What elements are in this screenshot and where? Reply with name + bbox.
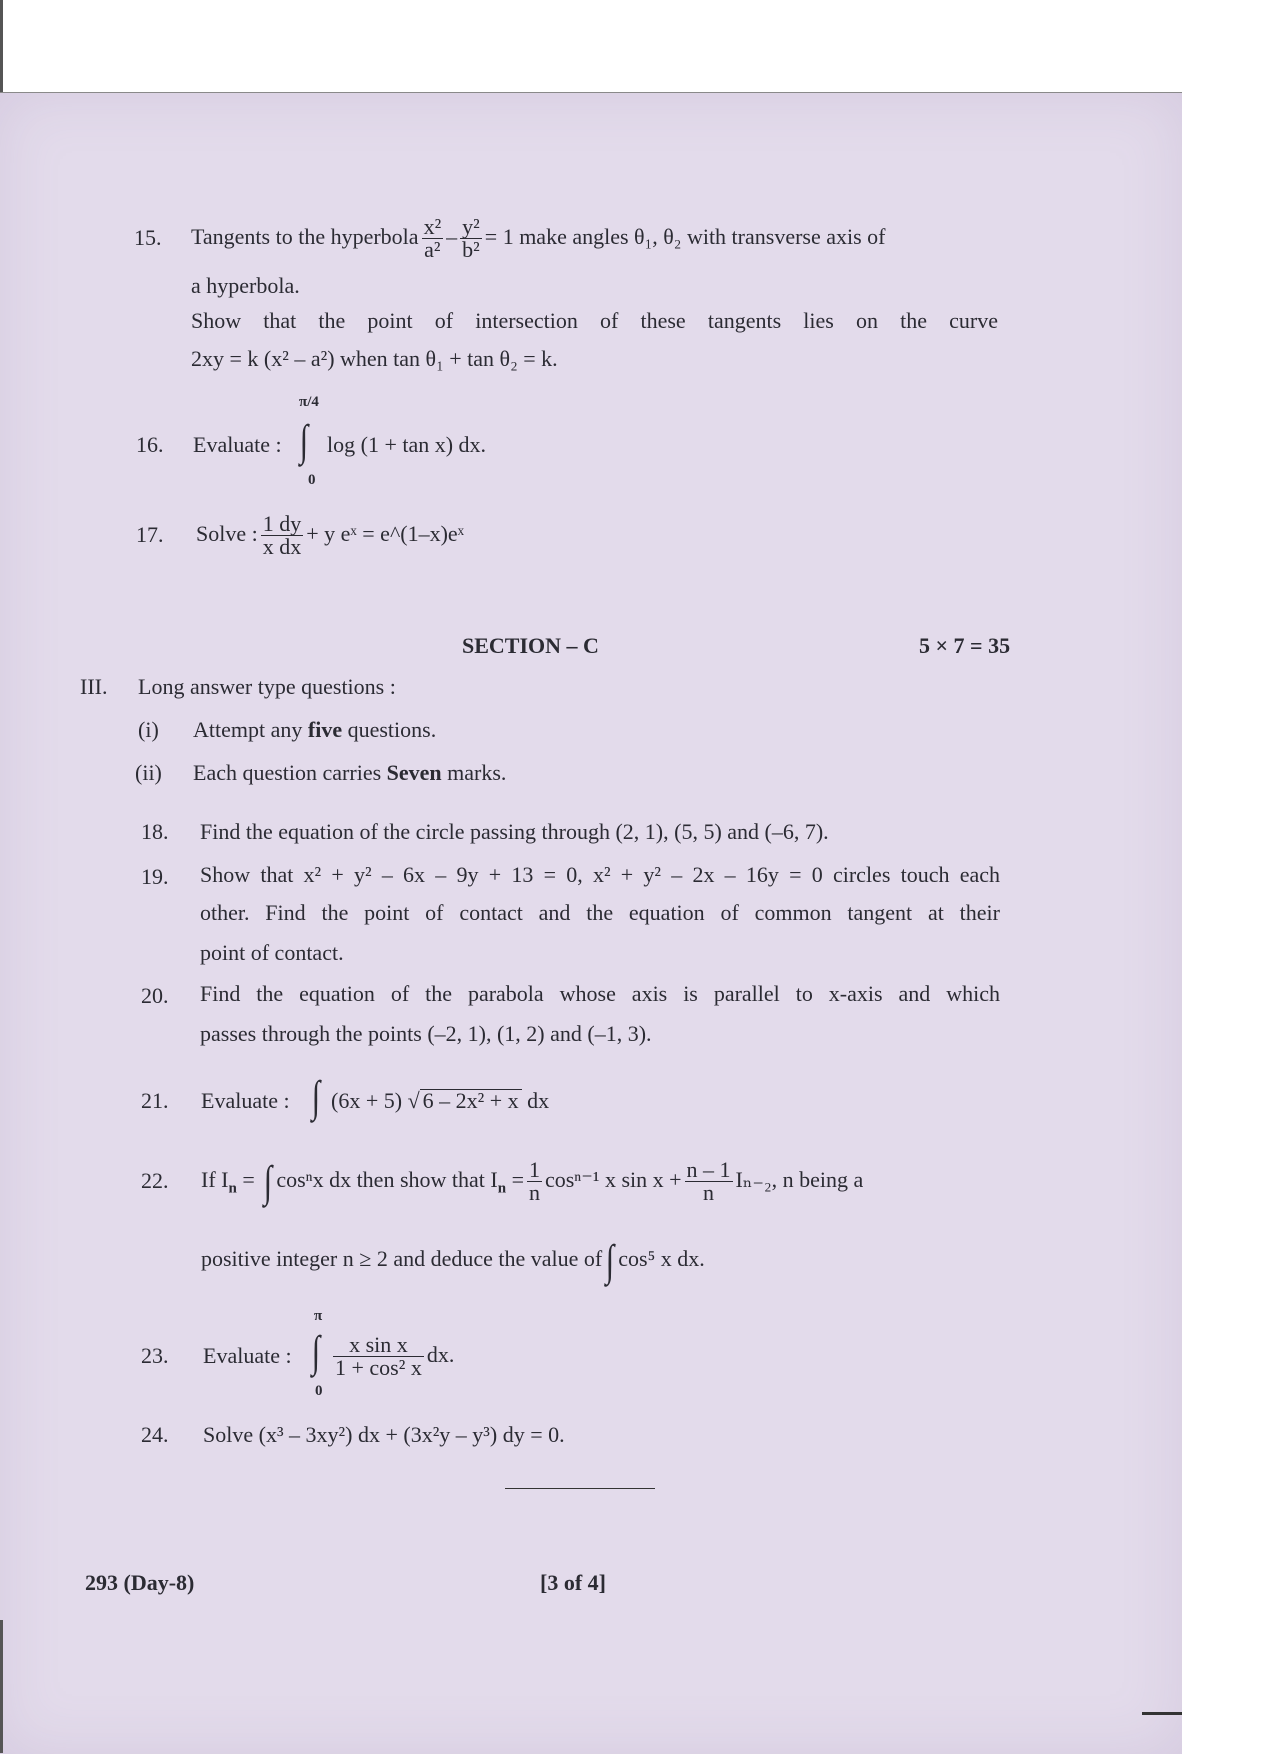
integral-icon: ∫ [606, 1236, 615, 1285]
q16-number: 16. [136, 432, 164, 457]
q17-label: Solve : [196, 521, 258, 546]
q15-line3: Show that the point of intersection of these tangents lies on the curve [191, 308, 998, 333]
q23-fraction: $\frac{\text{x sin x}}{\text{1 + cos² x}}$ [335, 1332, 422, 1381]
part3-roman: III. [80, 674, 108, 699]
q18-number: 18. [141, 819, 169, 844]
q15-minus: – [446, 224, 458, 249]
scan-mark [1142, 1712, 1182, 1715]
section-title: SECTION – C [462, 633, 599, 658]
q21-number: 21. [141, 1088, 169, 1113]
instr-i: Attempt any five questions. [193, 717, 437, 742]
end-rule [505, 1488, 655, 1489]
q16-integrand: log (1 + tan x) dx. [327, 432, 487, 457]
q22-fraction-n1n: $\frac{n - 1}{n}$ [686, 1157, 731, 1206]
integral-icon: ∫ [264, 1156, 273, 1206]
q23-number: 23. [141, 1343, 169, 1368]
q15-number: 15. [134, 225, 162, 250]
instr-ii: Each question carries Seven marks. [193, 760, 507, 785]
q15-line4: 2xy = k (x² – a²) when tan θ₁ + tan θ₂ = k. [191, 346, 558, 371]
instr-ii-number: (ii) [135, 760, 162, 785]
scan-edge [0, 0, 3, 92]
q21-label: Evaluate : [201, 1088, 290, 1113]
q20-line1: Find the equation of the parabola whose axis is parallel to x-axis and which [200, 981, 1000, 1006]
footer-page: [3 of 4] [540, 1570, 606, 1595]
q17-equation [196, 505, 464, 563]
part3-heading: Long answer type questions : [138, 674, 396, 699]
q22-line1: If $I_n$ = ∫ cosⁿx dx then show that $I_n$ = $\frac{1}{n}$ cosⁿ⁻¹ x sin x + $\frac{n - 1}{n}$ Iₙ₋₂, n being a [201, 1156, 864, 1206]
q18-text: Find the equation of the circle passing through (2, 1), (5, 5) and (–6, 7). [200, 819, 829, 844]
q23-label: Evaluate : [203, 1343, 292, 1368]
q17-fraction: $\frac{1 dy}{\text{x dx}}$ [262, 511, 302, 560]
instr-i-number: (i) [138, 717, 159, 742]
q15-line2: a hyperbola. [191, 273, 300, 298]
q19-line2: other. Find the point of contact and the equation of common tangent at their [200, 900, 1000, 925]
q16-upper-limit: π/4 [299, 394, 319, 410]
integral-icon: ∫ [299, 416, 309, 465]
q22-line2: positive integer n ≥ 2 and deduce the value of∫ cos⁵ x dx. [201, 1236, 705, 1285]
q19-line3: point of contact. [200, 940, 344, 965]
scan-edge-bottom [0, 1620, 3, 1753]
section-marks: 5 × 7 = 35 [919, 633, 1011, 658]
q23-lower-limit: 0 [315, 1383, 323, 1399]
q23-integrand: $\frac{\text{x sin x}}{\text{1 + cos² x}}$ dx. [335, 1332, 455, 1381]
q15-line1 [191, 208, 886, 266]
q19-line1: Show that x² + y² – 6x – 9y + 13 = 0, x² + y² – 2x – 16y = 0 circles touch each [200, 862, 1000, 887]
q22-fraction-1n: $\frac{1}{n}$ [528, 1157, 540, 1206]
q19-number: 19. [141, 864, 169, 889]
q15-pre: Tangents to the hyperbola [191, 224, 419, 249]
q23-upper-limit: π [314, 1308, 323, 1324]
q24-number: 24. [141, 1422, 169, 1447]
q17-number: 17. [136, 522, 164, 547]
q20-line2: passes through the points (–2, 1), (1, 2) and (–1, 3). [200, 1021, 652, 1046]
q21-expression: (6x + 5) √ 6 – 2x² + x dx [331, 1088, 550, 1113]
q24-text: Solve (x³ – 3xy²) dx + (3x²y – y³) dy = 0. [203, 1422, 565, 1447]
footer-code: 293 (Day-8) [85, 1570, 195, 1595]
q22-number: 22. [141, 1168, 169, 1193]
q15-fraction-y: $\frac{\text{y²}}{\text{b²}}$ [462, 214, 480, 263]
q16-label: Evaluate : [193, 432, 282, 457]
integral-icon: ∫ [311, 1072, 321, 1121]
q15-post: = 1 make angles θ₁, θ₂ with transverse axis of [484, 224, 886, 249]
q20-number: 20. [141, 983, 169, 1008]
q16-lower-limit: 0 [308, 472, 316, 488]
q17-rest: + y eˣ = e^(1–x)eˣ [306, 521, 465, 546]
q15-fraction-x: $\frac{\text{x²}}{\text{a²}}$ [423, 214, 442, 263]
integral-icon: ∫ [311, 1327, 321, 1376]
